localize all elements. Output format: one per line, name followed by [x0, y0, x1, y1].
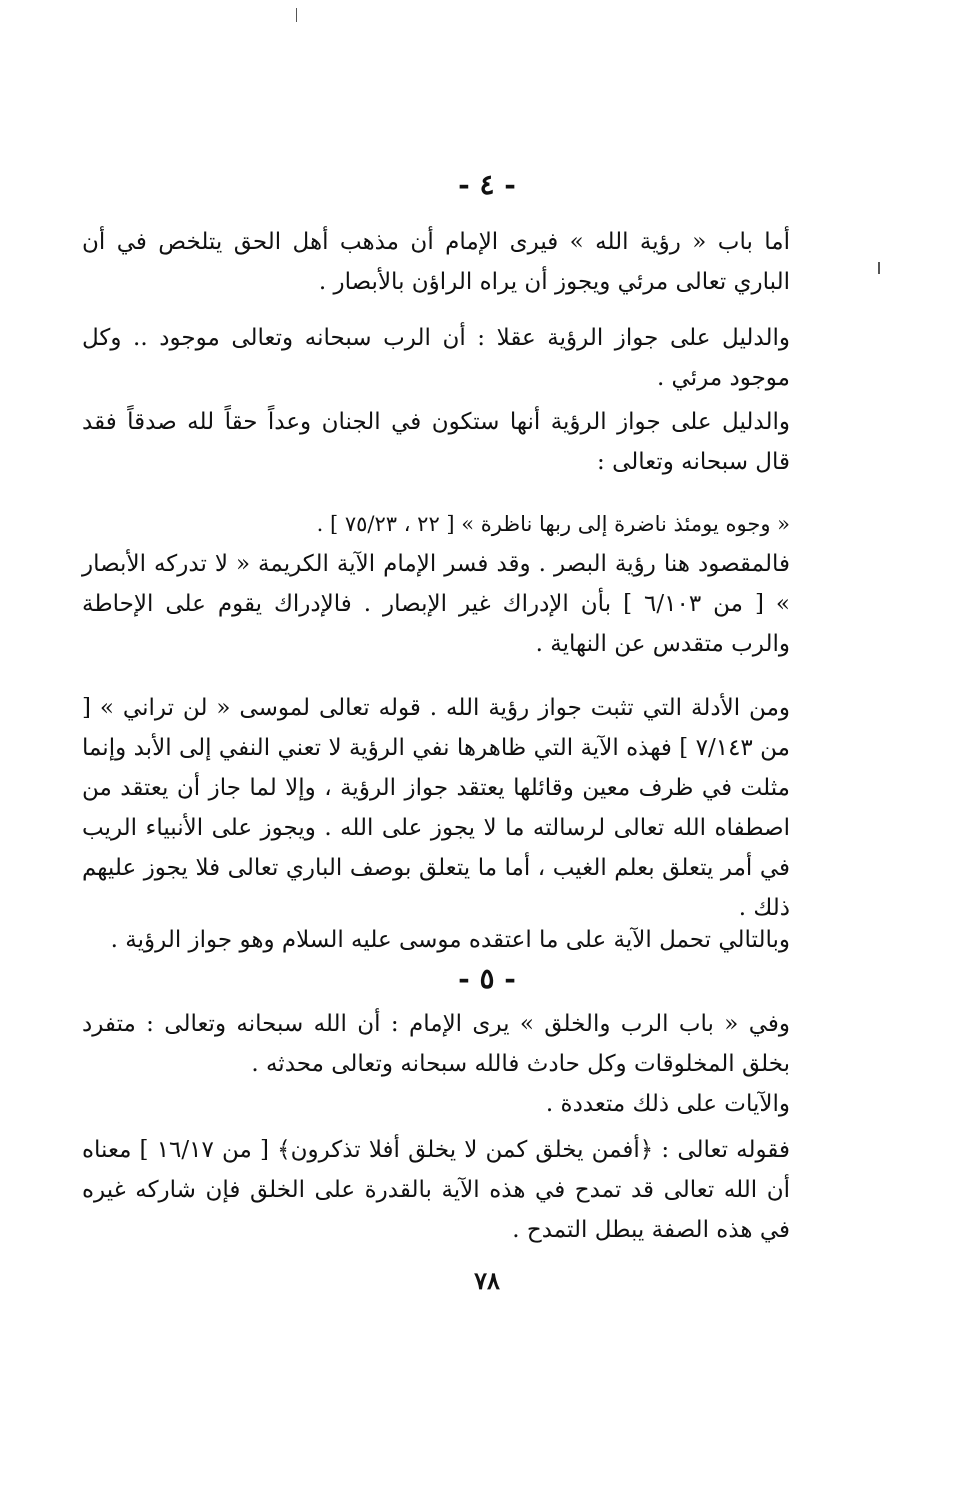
paragraph-sight-meaning: فالمقصود هنا رؤية البصر . وقد فسر الإمام الآية الكريمة « لا تدركه الأبصار » [ من ٦/١٠٣ ] بأن الإدراك غير الإبصار . فالإدراك يقوم على الإحاطة والرب متقدس عن النهاية . [82, 551, 790, 657]
scan-mark-top [296, 8, 297, 22]
quran-quote-faces: « وجوه يومئذ ناضرة إلى ربها ناظرة » [ ٢٢ ، ٧٥/٢٣ ] . [316, 512, 790, 536]
paragraph-creator-verse: فقوله تعالى : ﴿أفمن يخلق كمن لا يخلق أفلا تذكرون﴾ [ من ١٦/١٧ ] معناه أن الله تعالى قد تمدح في هذه الآية بالقدرة على الخلق فإن شاركه غيره في هذه الصفة يبطل التمدح . [82, 1137, 791, 1243]
paragraph-paradise-proof: والدليل على جواز الرؤية أنها ستكون في الجنان وعداً حقاً لله صدقاً فقد قال سبحانه وتعالى : [82, 409, 790, 475]
section-number-4: - ٤ - [458, 168, 516, 201]
paragraph-vision-doctrine: أما باب « رؤية الله » فيرى الإمام أن مذهب أهل الحق يتلخص في أن الباري تعالى مرئي ويجوز أن يراه الراؤن بالأبصار . [82, 229, 790, 295]
paragraph-rational-proof: والدليل على جواز الرؤية عقلا : أن الرب سبحانه وتعالى موجود .. وكل موجود مرئي . [82, 325, 790, 391]
section-number-5: - ٥ - [458, 962, 516, 995]
page-number: ٧٨ [474, 1266, 500, 1295]
paragraph-verses-many: والآيات على ذلك متعددة . [545, 1091, 790, 1117]
scan-mark-margin [878, 262, 880, 274]
paragraph-lord-and-creation: وفي « باب الرب والخلق » يرى الإمام : أن الله سبحانه وتعالى : متفرد بخلق المخلوقات وكل حادث فالله سبحانه وتعالى محدثه . [82, 1011, 790, 1077]
paragraph-musa-proof: ومن الأدلة التي تثبت جواز رؤية الله . قوله تعالى لموسى « لن تراني » [ من ٧/١٤٣ ] فهذه الآية التي ظاهرها نفي الرؤية لا تعني النفي إلى الأبد وإنما مثلت في ظرف معين وقائلها يعتقد جواز الرؤية ، وإلا لما جاز أن يعتقد من اصطفاه الله تعالى لرسالته ما لا يجوز على الله . ويجوز على الأنبياء الريب في أمر يتعلق بعلم الغيب ، أما ما يتعلق بوصف الباري تعالى فلا يجوز عليهم ذلك . [82, 695, 791, 921]
paragraph-conclusion: وبالتالي تحمل الآية على ما اعتقده موسى عليه السلام وهو جواز الرؤية . [110, 927, 790, 953]
